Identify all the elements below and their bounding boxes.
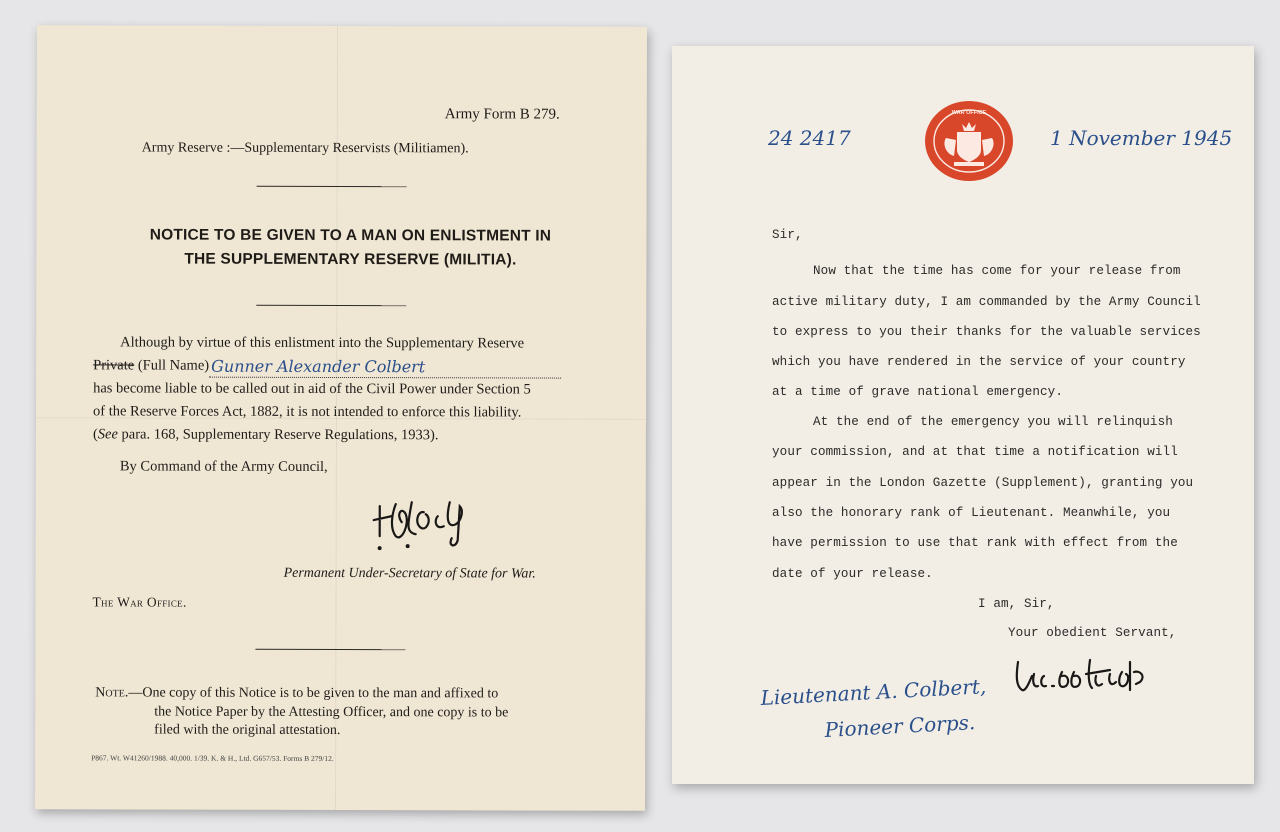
addressee-line-2: Pioneer Corps. <box>824 710 976 742</box>
full-name-label: (Full Name) <box>137 357 210 374</box>
war-office-seal <box>924 100 1014 182</box>
note-line-2: the Notice Paper by the Attesting Officer, and one copy is to be <box>154 704 509 721</box>
body-line: At the end of the emergency you will relinquish <box>813 415 1173 429</box>
war-office-letter <box>672 46 1254 784</box>
handwritten-name: Gunner Alexander Colbert <box>211 356 426 377</box>
divider <box>255 649 405 650</box>
note-line-3: filed with the original attestation. <box>154 722 341 738</box>
form-subtitle: Army Reserve :—Supplementary Reservists (Militiamen). <box>141 140 469 157</box>
war-office-label: The War Office. <box>92 594 187 610</box>
body-line: at a time of grave national emergency. <box>772 385 1063 399</box>
signature-graphic <box>1012 650 1172 700</box>
struck-rank: Private <box>93 357 135 374</box>
letter-date: 1 November 1945 <box>1050 126 1233 150</box>
reference-number: 24 2417 <box>768 126 851 150</box>
command-line: By Command of the Army Council, <box>119 458 328 475</box>
signature-graphic <box>366 484 496 554</box>
addressee-line-1: Lieutenant A. Colbert, <box>760 674 987 710</box>
para-line-4: of the Reserve Forces Act, 1882, it is not intended to enforce this liability. <box>92 403 522 421</box>
body-line: which you have rendered in the service of your country <box>772 355 1186 369</box>
body-line: to express to you their thanks for the valuable services <box>772 325 1201 339</box>
body-line: appear in the London Gazette (Supplement), granting you <box>772 476 1194 490</box>
body-line: have permission to use that rank with effect from the <box>772 536 1178 550</box>
name-fill-line <box>209 356 561 379</box>
paren: ( <box>92 426 98 443</box>
closing-line-1: I am, Sir, <box>978 597 1055 611</box>
form-number: Army Form B 279. <box>444 106 560 123</box>
reference-text: para. 168, Supplementary Reserve Regulations, 1933). <box>117 426 439 444</box>
para-reference <box>93 423 439 447</box>
body-line: your commission, and at that time a notification will <box>772 445 1178 459</box>
salutation: Sir, <box>772 228 803 242</box>
note-label: Note. <box>95 685 129 701</box>
notice-heading-line1: NOTICE TO BE GIVEN TO A MAN ON ENLISTMENT IN <box>149 226 552 245</box>
body-line: also the honorary rank of Lieutenant. Meanwhile, you <box>772 506 1171 520</box>
notice-heading-line2: THE SUPPLEMENTARY RESERVE (MILITIA). <box>184 250 517 269</box>
printer-imprint: P867. Wt. W41260/1988. 40,000. 1/39. K. & H., Ltd. G657/53. Forms B 279/12. <box>91 753 334 763</box>
note-line-1 <box>95 685 498 702</box>
seal-text: WAR OFFICE <box>951 110 987 116</box>
para-line-1: Although by virtue of this enlistment into the Supplementary Reserve <box>120 334 525 352</box>
body-line: date of your release. <box>772 567 933 581</box>
body-line: active military duty, I am commanded by the Army Council <box>772 295 1201 309</box>
signatory-title: Permanent Under-Secretary of State for War. <box>283 565 536 582</box>
body-line: Now that the time has come for your release from <box>813 264 1181 278</box>
closing-line-2: Your obedient Servant, <box>1008 626 1177 640</box>
para-name-line <box>93 354 561 378</box>
divider <box>257 186 407 187</box>
para-line-3: has become liable to be called out in aid of the Civil Power under Section 5 <box>93 380 531 398</box>
divider <box>256 305 406 306</box>
army-form-b279 <box>35 25 647 811</box>
see-word: See <box>97 426 118 443</box>
note-text-1: —One copy of this Notice is to be given to the man and affixed to <box>128 685 499 702</box>
